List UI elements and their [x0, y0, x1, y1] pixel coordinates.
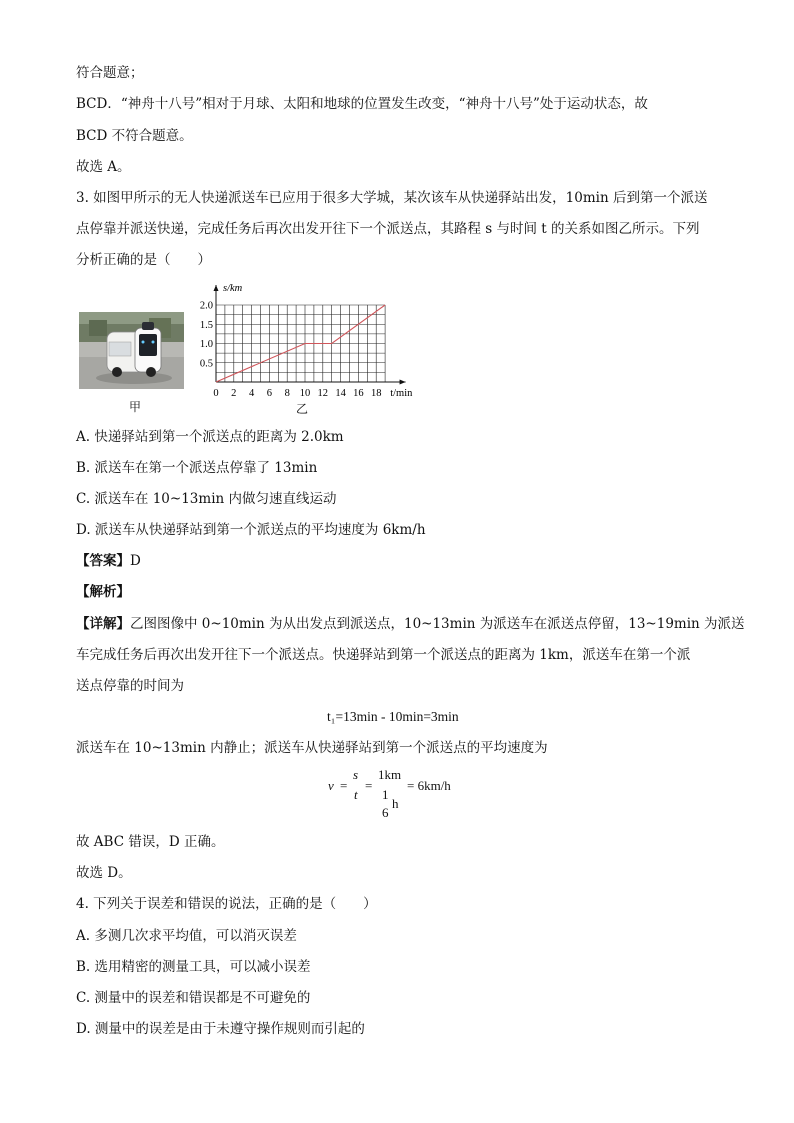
distance-time-chart [196, 282, 426, 417]
formula-six: 6 [382, 805, 389, 820]
analysis-line [76, 583, 130, 601]
x-tick-label: 2 [231, 388, 237, 399]
x-tick-label: 6 [266, 388, 273, 399]
option-d: D. 派送车从快递驿站到第一个派送点的平均速度为 6km/h [76, 522, 426, 538]
y-tick-label: 1.0 [199, 339, 213, 350]
x-tick-label: 10 [299, 388, 311, 399]
text-line: BCD 不符合题意。 [76, 128, 193, 144]
x-tick-label: 14 [335, 388, 346, 399]
y-tick-label: 1.5 [199, 319, 213, 331]
formula-stop-time: t₁=13min - 10min=3min [327, 709, 459, 724]
formula-eq: = [365, 778, 373, 793]
y-tick-label: 2.0 [199, 300, 213, 312]
formula-v: v [328, 778, 334, 793]
answer-line [76, 552, 141, 570]
formula-eq: = [340, 778, 348, 793]
q4-option-d: D. 测量中的误差是由于未遵守操作规则而引起的 [76, 1021, 365, 1037]
text-line: BCD．“神舟十八号”相对于月球、太阳和地球的位置发生改变，“神舟十八号”处于运动状态，故 [76, 96, 648, 112]
question-3-stem: 点停靠并派送快递，完成任务后再次出发开往下一个派送点，其路程 s 与时间 t 的关系如图乙所示。下列 [76, 221, 700, 237]
text-line: 故选 A。 [76, 159, 131, 175]
x-tick-label: 18 [370, 388, 382, 399]
option-c: C. 派送车在 10~13min 内做匀速直线运动 [76, 491, 337, 507]
answer-tag: 【答案】 [76, 553, 130, 569]
x-tick-label: 4 [248, 388, 255, 399]
x-axis-label: t/min [390, 388, 413, 399]
delivery-vehicle-photo [79, 312, 184, 389]
x-tick-label: 16 [353, 388, 364, 399]
q4-option-a: A. 多测几次求平均值，可以消灭误差 [76, 928, 297, 944]
formula-result: = 6km/h [407, 778, 451, 793]
detail-tag: 【详解】 [76, 616, 130, 632]
formula-num: 1km [378, 767, 402, 782]
photo-caption: 甲 [129, 400, 142, 414]
formula-s: s [353, 767, 359, 782]
text-line: 符合题意； [76, 65, 144, 81]
answer-value: D [130, 553, 141, 569]
y-axis-label: s/km [223, 283, 243, 294]
question-3-stem: 分析正确的是（ ） [76, 252, 211, 268]
formula-t: t [354, 787, 358, 802]
q4-option-c: C. 测量中的误差和错误都是不可避免的 [76, 990, 311, 1006]
detail-line: 车完成任务后再次出发开往下一个派送点。快递驿站到第一个派送点的距离为 1km，派送车在第一个派 [76, 647, 691, 663]
formula-one: 1 [382, 787, 389, 802]
question-3-stem: 3. 如图甲所示的无人快递派送车已应用于很多大学城，某次该车从快递驿站出发，10min 后到第一个派送 [76, 190, 708, 206]
formula-h: h [392, 796, 399, 811]
option-a: A. 快递驿站到第一个派送点的距离为 2.0km [76, 429, 344, 445]
analysis-tag: 【解析】 [76, 584, 130, 600]
y-tick-label: 0.5 [199, 358, 213, 370]
y-axis-arrow [214, 285, 219, 291]
option-b: B. 派送车在第一个派送点停靠了 13min [76, 460, 318, 476]
detail-line: 派送车在 10~13min 内静止；派送车从快递驿站到第一个派送点的平均速度为 [76, 740, 548, 756]
chart-axes [214, 285, 406, 385]
formula-average-speed [325, 766, 475, 824]
x-tick-label: 0 [213, 388, 219, 399]
x-axis-arrow [400, 380, 406, 385]
detail-line: 送点停靠的时间为 [76, 678, 184, 694]
detail-line [76, 615, 745, 633]
detail-text: 乙图图像中 0~10min 为从出发点到派送点，10~13min 为派送车在派送点停留，13~19min 为派送 [130, 616, 745, 632]
chart-caption: 乙 [296, 402, 309, 416]
x-tick-label: 8 [284, 388, 290, 399]
detail-line: 故 ABC 错误，D 正确。 [76, 834, 225, 850]
detail-line: 故选 D。 [76, 865, 132, 881]
q4-option-b: B. 选用精密的测量工具，可以减小误差 [76, 959, 311, 975]
x-tick-label: 12 [317, 388, 329, 399]
question-4-stem: 4. 下列关于误差和错误的说法，正确的是（ ） [76, 896, 377, 912]
